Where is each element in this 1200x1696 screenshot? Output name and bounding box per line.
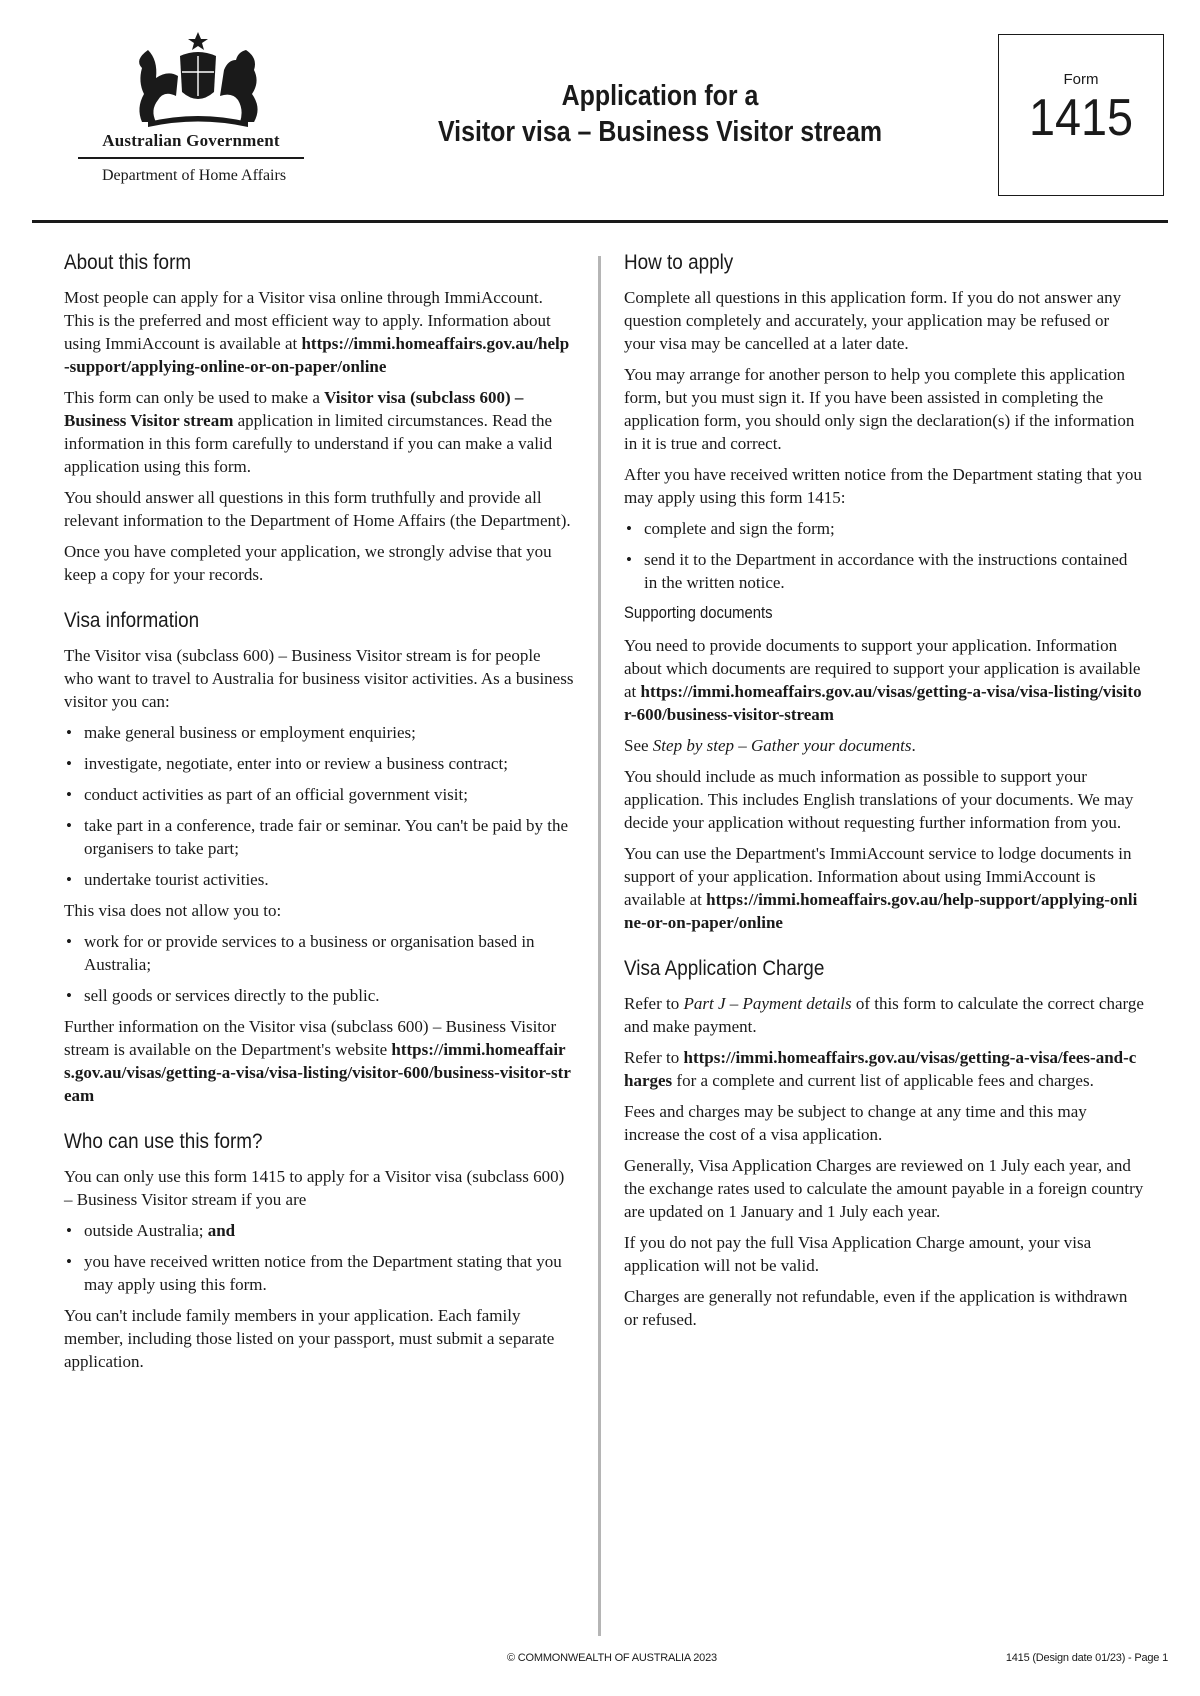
header-rule (32, 220, 1168, 223)
docs-p2-text-b: . (911, 736, 916, 755)
list-item: • complete and sign the form; (624, 517, 1144, 540)
eligibility-and: and (207, 1221, 236, 1240)
list-item: • conduct activities as part of an official government visit; (64, 783, 574, 806)
charge-paragraph-5: If you do not pay the full Visa Application Charge amount, your visa application will not be valid. (624, 1233, 1092, 1275)
right-column (624, 250, 1144, 1339)
eligibility-item-text: outside Australia; (84, 1221, 208, 1240)
list-item: • you have received written notice from the Department stating that you may apply using this form. (64, 1250, 574, 1296)
charge-paragraph-1 (624, 992, 1144, 1038)
docs-p2-text-a: See (624, 736, 653, 755)
docs-paragraph-2 (624, 734, 1144, 757)
docs-paragraph-1 (624, 634, 1144, 726)
charge-p2-text-a: Refer to (624, 1048, 684, 1067)
about-paragraph-3: You should answer all questions in this form truthfully and provide all relevant information to the Department of Home Affairs (the Department). (64, 488, 571, 530)
step-by-step-reference: Step by step – Gather your documents (652, 736, 912, 755)
supporting-docs-heading: Supporting documents (624, 604, 773, 622)
visa-info-paragraph-1: The Visitor visa (subclass 600) – Business Visitor stream is for people who want to travel to Australia for business visitor activities. As a business visitor you can: (64, 646, 574, 711)
page-reference: 1415 (Design date 01/23) - Page 1 (1005, 1652, 1168, 1664)
list-item (64, 1219, 574, 1242)
docs-business-visitor-link[interactable]: https://immi.homeaffairs.gov.au/visas/getting-a-visa/visa-listing/visitor-600/business-visitor-stream (624, 682, 1142, 724)
who-paragraph-2: You can't include family members in your application. Each family member, including those listed on your passport, must submit a separate application. (64, 1306, 555, 1371)
left-column (64, 250, 574, 1381)
list-item: • work for or provide services to a business or organisation based in Australia; (64, 930, 574, 976)
visa-info-heading: Visa information (64, 609, 200, 632)
government-name: Australian Government (78, 131, 304, 159)
who-paragraph-1: You can only use this form 1415 to apply for a Visitor visa (subclass 600) – Business Visitor stream if you are (64, 1167, 565, 1209)
form-header (0, 0, 1200, 222)
copyright-notice: © COMMONWEALTH OF AUSTRALIA 2023 (507, 1652, 717, 1664)
list-item: • send it to the Department in accordance with the instructions contained in the written notice. (624, 548, 1144, 594)
apply-steps-list (624, 517, 1144, 594)
form-label: Form (1063, 71, 1099, 88)
how-paragraph-3: After you have received written notice from the Department stating that you may apply using this form 1415: (624, 465, 1142, 507)
charge-p2-text-b: for a complete and current list of applicable fees and charges. (672, 1071, 1094, 1090)
charge-section (624, 956, 1144, 1331)
charge-heading: Visa Application Charge (624, 957, 825, 980)
form-title (419, 78, 901, 150)
coat-of-arms-logo (128, 30, 268, 130)
charge-p1-text-b: of this form to calculate the correct charge and make payment. (624, 994, 1144, 1036)
eligibility-list (64, 1219, 574, 1296)
visa-info-paragraph-3 (64, 1015, 574, 1107)
list-item: • make general business or employment enquiries; (64, 721, 574, 744)
how-paragraph-2: You may arrange for another person to help you complete this application form, but you must sign it. If you have been assisted in completing the application form, you should only sign the declaration(s) if the information in it is true and correct. (624, 365, 1135, 453)
charge-paragraph-3: Fees and charges may be subject to change at any time and this may increase the cost of a visa application. (624, 1102, 1087, 1144)
how-section (624, 250, 1144, 934)
allowed-activities-list (64, 721, 574, 891)
list-item: • undertake tourist activities. (64, 868, 574, 891)
about-p2-text-b: application in limited circumstances. Read the information in this form carefully to understand if you can make a valid application using this form. (64, 411, 553, 476)
about-p2-visa-name: Visitor visa (subclass 600) – Business Visitor stream (64, 388, 524, 430)
docs-p4-text: You can use the Department's ImmiAccount service to lodge documents in support of your application. Information about using ImmiAccount is available at (624, 844, 1132, 909)
docs-p1-text: You need to provide documents to support your application. Information about which documents are required to support your application is available at (624, 636, 1141, 701)
part-j-reference: Part J – Payment details (683, 994, 852, 1013)
list-item: • investigate, negotiate, enter into or review a business contract; (64, 752, 574, 775)
form-number: 1415 (1028, 89, 1134, 147)
docs-paragraph-3: You should include as much information as possible to support your application. This includes English translations of your documents. We may decide your application without requesting further information from you. (624, 767, 1134, 832)
about-paragraph-2 (64, 386, 574, 478)
visa-info-section (64, 608, 574, 1107)
charge-paragraph-4: Generally, Visa Application Charges are reviewed on 1 July each year, and the exchange rates used to calculate the amount payable in a foreign country are updated on 1 January and 1 July each year. (624, 1156, 1144, 1221)
immiaccount-link[interactable]: https://immi.homeaffairs.gov.au/help-support/applying-online-or-on-paper/online (64, 334, 570, 376)
disallowed-activities-list (64, 930, 574, 1007)
about-p2-text-a: This form can only be used to make a (64, 388, 325, 407)
form-number-box (998, 34, 1164, 196)
charge-paragraph-2 (624, 1046, 1144, 1092)
list-item: • sell goods or services directly to the public. (64, 984, 574, 1007)
about-heading: About this form (64, 251, 192, 274)
charge-p1-text-a: Refer to (624, 994, 684, 1013)
visa-info-paragraph-2: This visa does not allow you to: (64, 901, 282, 920)
about-section (64, 250, 574, 586)
column-divider (598, 256, 601, 1636)
who-heading: Who can use this form? (64, 1130, 263, 1153)
department-name: Department of Home Affairs (101, 167, 287, 184)
list-item: • take part in a conference, trade fair or seminar. You can't be paid by the organisers to take part; (64, 814, 574, 860)
fees-and-charges-link[interactable]: https://immi.homeaffairs.gov.au/visas/getting-a-visa/fees-and-charges (624, 1048, 1137, 1090)
about-paragraph-1 (64, 286, 574, 378)
how-paragraph-1: Complete all questions in this application form. If you do not answer any question completely and accurately, your application may be refused or your visa may be cancelled at a later date. (624, 288, 1122, 353)
docs-paragraph-4 (624, 842, 1144, 934)
title-line-2: Visitor visa – Business Visitor stream (437, 116, 883, 148)
charge-paragraph-6: Charges are generally not refundable, even if the application is withdrawn or refused. (624, 1287, 1128, 1329)
business-visitor-link[interactable]: https://immi.homeaffairs.gov.au/visas/getting-a-visa/visa-listing/visitor-600/business-visitor-stream (64, 1040, 571, 1105)
who-section (64, 1129, 574, 1373)
title-line-1: Application for a (561, 80, 759, 112)
about-paragraph-4: Once you have completed your application, we strongly advise that you keep a copy for your records. (64, 542, 552, 584)
visa-info-p3-text: Further information on the Visitor visa (subclass 600) – Business Visitor stream is available on the Department's website (64, 1017, 557, 1059)
about-p1-text: Most people can apply for a Visitor visa online through ImmiAccount. This is the preferred and most efficient way to apply. Information about using ImmiAccount is available at (64, 288, 551, 353)
how-heading: How to apply (624, 251, 734, 274)
docs-immiaccount-link[interactable]: https://immi.homeaffairs.gov.au/help-support/applying-online-or-on-paper/online (624, 890, 1138, 932)
